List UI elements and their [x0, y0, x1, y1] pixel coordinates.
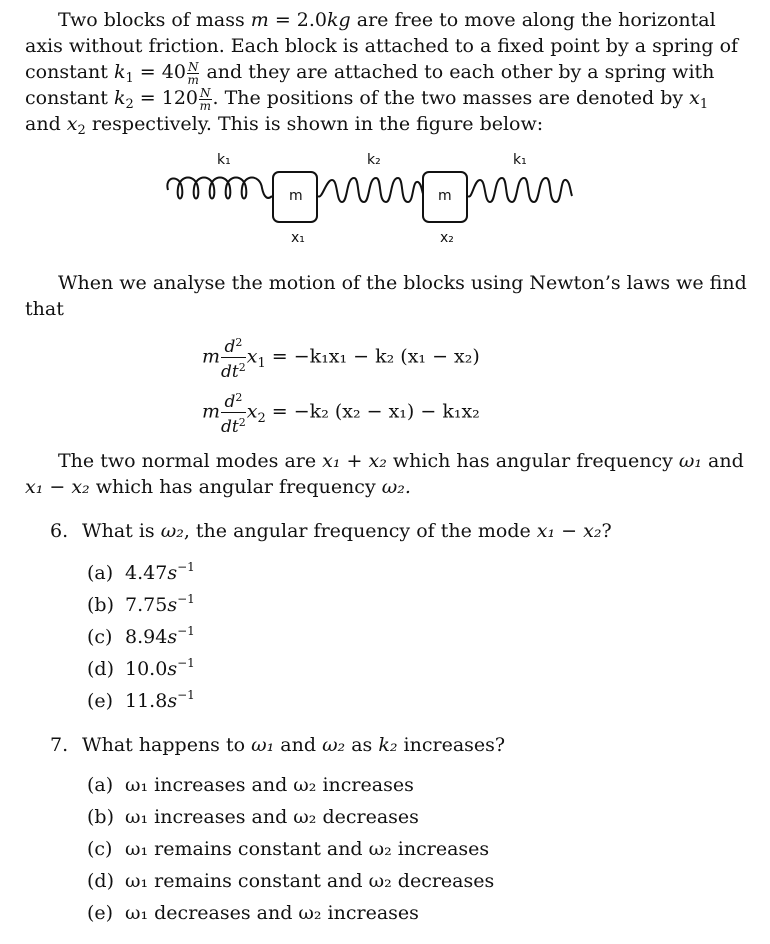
intro-text: Two blocks of mass [58, 9, 245, 31]
option-label: (d) [87, 658, 114, 680]
equation-1: m $\frac{d^2}{dt^2}$ $x_1 = -k_1x_1 - k_2$ (x₁ − x₂) [202, 333, 480, 382]
k2-symbol: k [113, 87, 126, 109]
spring-middle [318, 178, 424, 202]
option-unit: s [167, 562, 178, 584]
q7-option-e[interactable] [87, 902, 419, 924]
q7-option-a[interactable] [87, 774, 414, 796]
option-label: (e) [87, 902, 114, 924]
question-text: What is [82, 520, 155, 542]
question-text: as [351, 734, 373, 756]
mode: x₁ − x₂ [536, 520, 602, 542]
mode-2: x₁ − x₂ [25, 476, 90, 498]
intro-text: constant [25, 87, 108, 109]
intro-line-1 [58, 7, 716, 33]
equation-2: m $\frac{d^2}{dt^2}$ $x_2 = -k_2$ (x₂ − x₁) − k₁x₂ [202, 388, 480, 437]
modes-line-1 [58, 448, 744, 474]
spring-right [468, 178, 572, 202]
q7-option-d[interactable] [87, 870, 494, 892]
option-exponent: −1 [177, 624, 195, 638]
intro-text: are free to move along the horizontal [356, 9, 716, 31]
intro-text: and [25, 113, 61, 135]
q6-option-b[interactable] [87, 594, 195, 616]
option-label: (c) [87, 626, 113, 648]
q6-option-e[interactable] [87, 690, 195, 712]
modes-text: The two normal modes are [58, 450, 317, 472]
block-right-label: m [438, 188, 452, 204]
position-right-label: x₂ [440, 230, 454, 246]
block-left-label: m [289, 188, 303, 204]
intro-line-5: and $x_2$ respectively. This is shown in the figure below: [25, 113, 544, 138]
q7-option-c[interactable] [87, 838, 489, 860]
option-value: 4.47 [125, 562, 168, 584]
newton-line-2: that [25, 298, 64, 320]
spring-left-label: k₁ [217, 152, 231, 168]
question-6 [50, 518, 612, 544]
option-unit: s [167, 594, 178, 616]
option-text: ω₁ increases and ω₂ increases [125, 774, 414, 796]
q6-option-a[interactable] [87, 562, 195, 584]
option-value: 7.75 [125, 594, 168, 616]
option-text: ω₁ decreases and ω₂ increases [125, 902, 419, 924]
question-text: , the angular frequency of the mode [183, 520, 531, 542]
unit-fraction: $\frac{N}{m}$ [187, 59, 199, 87]
q6-option-d[interactable] [87, 658, 195, 680]
question-text: increases? [403, 734, 506, 756]
mass-symbol: m [250, 9, 269, 31]
modes-text: which has angular frequency [95, 476, 376, 498]
intro-line-2 [25, 33, 738, 59]
option-label: (e) [87, 690, 114, 712]
spring-left [167, 178, 272, 199]
k1-symbol: k [113, 61, 126, 83]
question-7 [50, 732, 505, 758]
option-exponent: −1 [177, 656, 195, 670]
omega-2: ω₂ [160, 520, 184, 542]
option-label: (d) [87, 870, 114, 892]
question-text: ? [601, 520, 612, 542]
k2-symbol: k₂ [378, 734, 398, 756]
modes-line-2 [25, 474, 411, 500]
omega-2: ω₂ [322, 734, 346, 756]
mass-value: = 2.0 [274, 9, 328, 31]
question-text: and [280, 734, 317, 756]
option-unit: s [167, 690, 178, 712]
omega-2: ω₂. [381, 476, 411, 498]
option-unit: s [167, 626, 178, 648]
option-unit: s [167, 658, 178, 680]
option-exponent: −1 [177, 560, 195, 574]
option-value: 10.0 [125, 658, 168, 680]
omega-1: ω₁ [678, 450, 702, 472]
option-text: ω₁ remains constant and ω₂ increases [125, 838, 490, 860]
newton-line-1: When we analyse the motion of the blocks using Newton’s laws we find [58, 272, 747, 294]
intro-text: . The positions of the two masses are denoted by [212, 87, 684, 109]
intro-text: respectively. This is shown in the figure below: [91, 113, 544, 135]
option-value: 8.94 [125, 626, 168, 648]
option-text: ω₁ increases and ω₂ decreases [125, 806, 419, 828]
question-number: 7. [50, 734, 69, 756]
omega-1: ω₁ [251, 734, 275, 756]
equation-2-rhs: = −k₂ (x₂ − x₁) − k₁x₂ [271, 400, 480, 423]
option-exponent: −1 [177, 592, 195, 606]
option-label: (c) [87, 838, 113, 860]
unit-fraction: $\frac{N}{m}$ [199, 85, 211, 113]
k2-value: = 120 [139, 87, 199, 109]
intro-line-4: constant $k_2 = 120$ $\frac{N}{m}$ . The positions of the two masses are denoted by $x_1$ [25, 85, 709, 113]
q6-option-c[interactable] [87, 626, 195, 648]
option-label: (b) [87, 806, 114, 828]
mass-unit: kg [327, 9, 351, 31]
question-text: What happens to [82, 734, 246, 756]
equation-1-rhs: = −k₁x₁ − k₂ (x₁ − x₂) [271, 345, 480, 368]
spring-middle-label: k₂ [367, 152, 381, 168]
question-number: 6. [50, 520, 69, 542]
modes-text: which has angular frequency [392, 450, 673, 472]
modes-text: and [708, 450, 744, 472]
intro-text: constant [25, 61, 108, 83]
option-label: (a) [87, 562, 114, 584]
intro-text: axis without friction. Each block is attached to a fixed point by a spring of [25, 35, 739, 57]
intro-line-3: constant $k_1 = 40$ $\frac{N}{m}$ and they are attached to each other by a spring with [25, 59, 715, 87]
option-value: 11.8 [125, 690, 168, 712]
option-exponent: −1 [177, 688, 195, 702]
intro-text: and they are attached to each other by a spring with [206, 61, 715, 83]
k1-value: = 40 [139, 61, 186, 83]
position-left-label: x₁ [291, 230, 305, 246]
spring-right-label: k₁ [513, 152, 527, 168]
mode-1: x₁ + x₂ [322, 450, 387, 472]
option-label: (b) [87, 594, 114, 616]
option-text: ω₁ remains constant and ω₂ decreases [125, 870, 495, 892]
option-label: (a) [87, 774, 114, 796]
q7-option-b[interactable] [87, 806, 419, 828]
